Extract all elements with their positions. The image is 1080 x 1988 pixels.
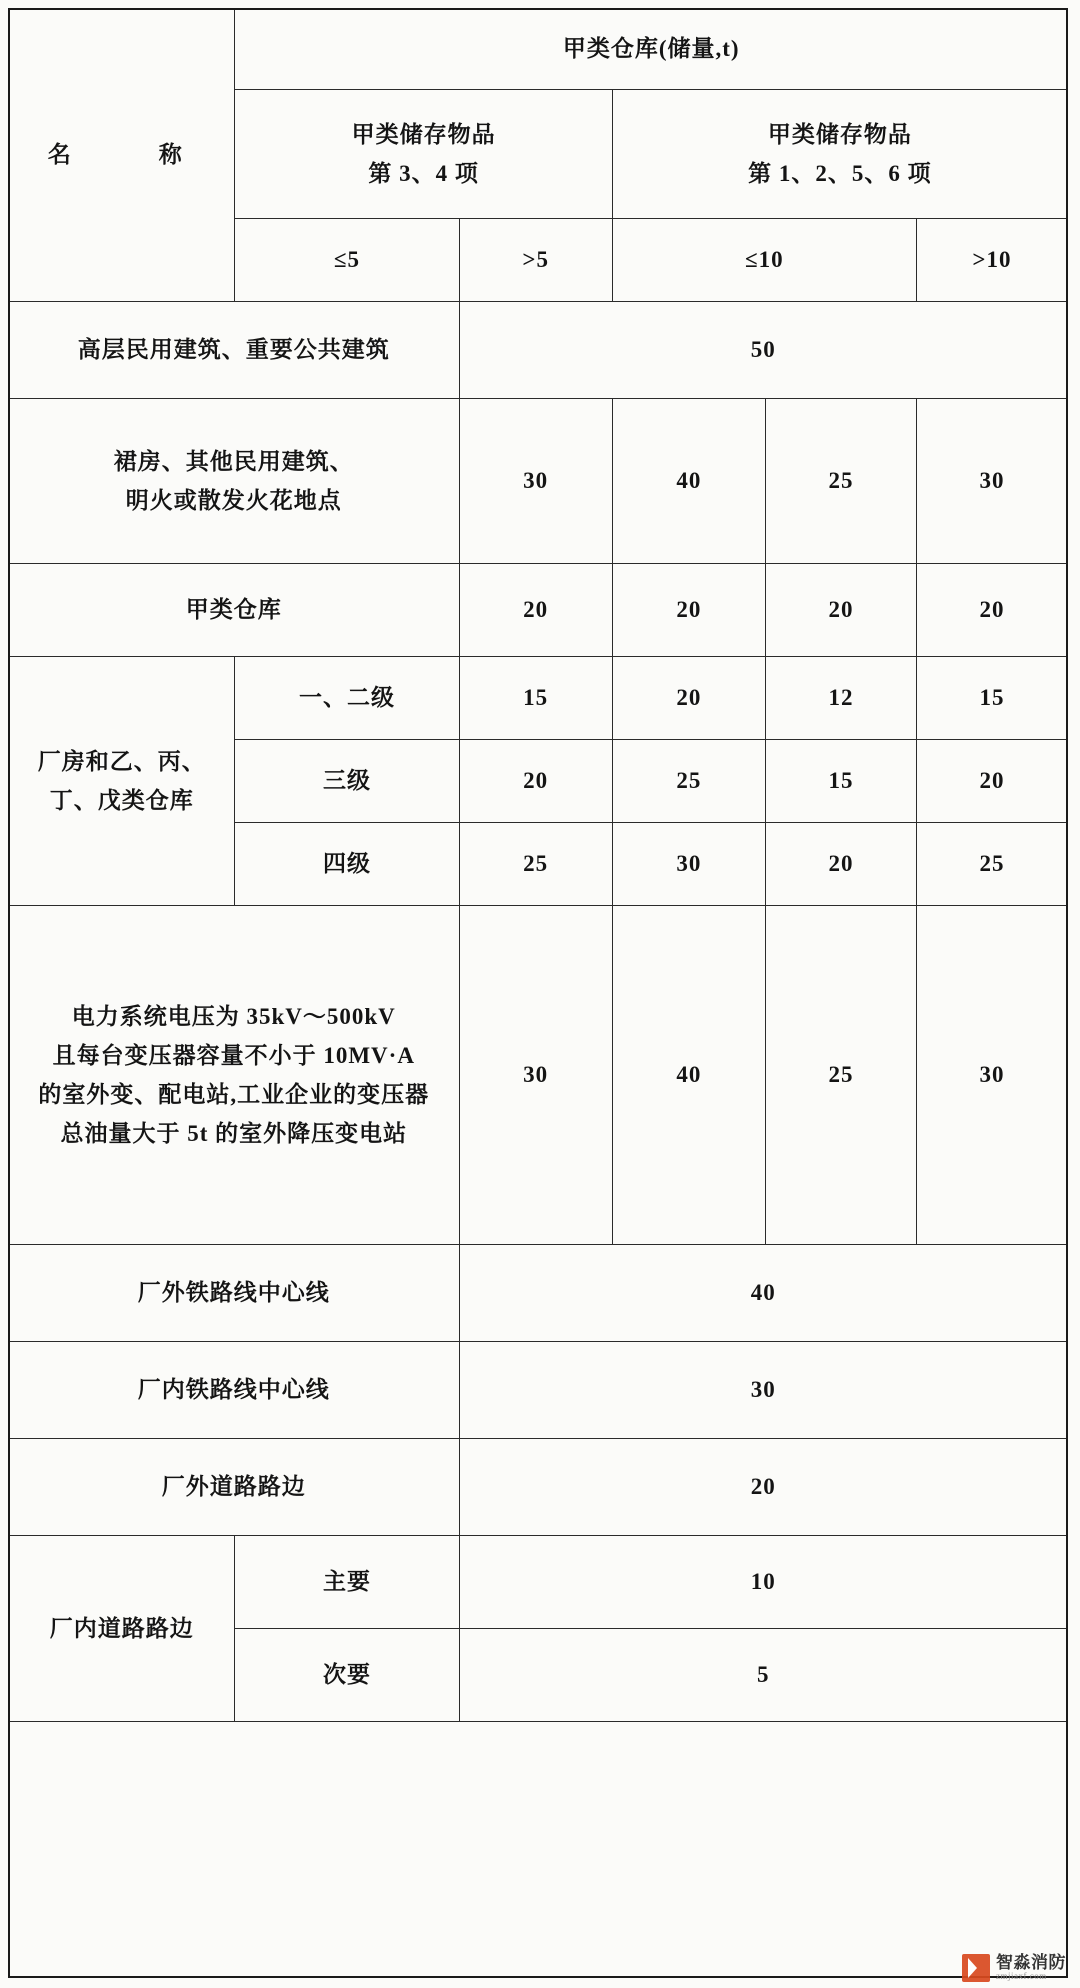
- row-name-internal-railway: 厂内铁路线中心线: [9, 1342, 460, 1439]
- subrow-label-primary: 主要: [235, 1536, 459, 1629]
- cell-value: 40: [459, 1245, 1067, 1342]
- row-name-high-rise: 高层民用建筑、重要公共建筑: [9, 302, 460, 399]
- table-row: [9, 1245, 1068, 1342]
- table-row: [9, 564, 1068, 657]
- cell-value: 10: [459, 1536, 1067, 1629]
- cell-value: 20: [766, 564, 917, 657]
- header-range-3: ≤10: [612, 219, 916, 302]
- cell-value: 20: [459, 740, 612, 823]
- table-row: [9, 657, 1068, 740]
- watermark: [962, 1954, 1066, 1982]
- header-subgroup-2-line1: 甲类储存物品: [767, 121, 912, 147]
- header-name-col: 名 称: [9, 9, 235, 302]
- cell-value: 20: [766, 823, 917, 906]
- row-name-external-railway: 厂外铁路线中心线: [9, 1245, 460, 1342]
- cell-value: 12: [766, 657, 917, 740]
- subrow-label-grade-1-2: 一、二级: [235, 657, 459, 740]
- row-value-high-rise: 50: [459, 302, 1067, 399]
- cell-value: 15: [916, 657, 1067, 740]
- cell-value: 5: [459, 1629, 1067, 1722]
- row-name-podium: [9, 399, 460, 564]
- cell-value: 20: [916, 564, 1067, 657]
- cell-value: 20: [916, 740, 1067, 823]
- subrow-label-grade-4: 四级: [235, 823, 459, 906]
- row-name-power-substation-line2: 且每台变压器容量不小于 10MV·A: [52, 1042, 415, 1068]
- row-group-name-factory-line2: 丁、戊类仓库: [49, 788, 194, 813]
- cell-value: 25: [916, 823, 1067, 906]
- header-range-4: >10: [916, 219, 1067, 302]
- subrow-label-secondary: 次要: [235, 1629, 459, 1722]
- header-subgroup-2: [612, 90, 1067, 219]
- header-range-1: ≤5: [235, 219, 459, 302]
- subrow-label-grade-3: 三级: [235, 740, 459, 823]
- cell-value: 40: [612, 906, 765, 1245]
- header-subgroup-1: [235, 90, 612, 219]
- cell-value: 15: [766, 740, 917, 823]
- row-name-power-substation: [9, 906, 460, 1245]
- cell-value: 25: [612, 740, 765, 823]
- watermark-sub-text: zmjiaxf.com: [996, 1971, 1047, 1982]
- fire-separation-distance-table: [8, 8, 1068, 1722]
- row-name-power-substation-line4: 总油量大于 5t 的室外降压变电站: [60, 1121, 408, 1147]
- row-name-power-substation-line1: 电力系统电压为 35kV～500kV: [71, 1003, 396, 1029]
- row-group-name-internal-road: 厂内道路路边: [9, 1536, 235, 1722]
- cell-value: 30: [459, 399, 612, 564]
- header-group-title: 甲类仓库(储量,t): [235, 9, 1068, 90]
- cell-value: 25: [766, 906, 917, 1245]
- row-name-podium-line1: 裙房、其他民用建筑、: [113, 448, 354, 474]
- row-name-class-a-warehouse: 甲类仓库: [9, 564, 460, 657]
- header-subgroup-2-line2: 第 1、2、5、6 项: [748, 161, 932, 186]
- table-row: [9, 1439, 1068, 1536]
- cell-value: 30: [916, 399, 1067, 564]
- table-row: [9, 399, 1068, 564]
- table-row: [9, 1536, 1068, 1629]
- cell-value: 30: [916, 906, 1067, 1245]
- header-subgroup-1-line2: 第 3、4 项: [368, 161, 479, 186]
- cell-value: 30: [459, 1342, 1067, 1439]
- cell-value: 40: [612, 399, 765, 564]
- table-row: [9, 1342, 1068, 1439]
- row-name-external-road: 厂外道路路边: [9, 1439, 460, 1536]
- row-group-name-factory: [9, 657, 235, 906]
- table-header-row-1: [9, 9, 1068, 90]
- cell-value: 30: [459, 906, 612, 1245]
- cell-value: 20: [612, 564, 765, 657]
- cell-value: 15: [459, 657, 612, 740]
- header-subgroup-1-line1: 甲类储存物品: [351, 121, 496, 147]
- table-row: [9, 906, 1068, 1245]
- cell-value: 25: [766, 399, 917, 564]
- cell-value: 20: [459, 1439, 1067, 1536]
- cell-value: 25: [459, 823, 612, 906]
- header-range-2: >5: [459, 219, 612, 302]
- cell-value: 20: [612, 657, 765, 740]
- row-group-name-factory-line1: 厂房和乙、丙、: [37, 748, 206, 774]
- watermark-main-text: 智淼消防: [996, 1953, 1066, 1973]
- row-name-podium-line2: 明火或散发火花地点: [125, 488, 342, 513]
- watermark-logo-icon: [962, 1954, 990, 1982]
- cell-value: 20: [459, 564, 612, 657]
- watermark-text: [996, 1954, 1066, 1981]
- table-row: [9, 302, 1068, 399]
- row-name-power-substation-line3: 的室外变、配电站,工业企业的变压器: [38, 1082, 430, 1107]
- cell-value: 30: [612, 823, 765, 906]
